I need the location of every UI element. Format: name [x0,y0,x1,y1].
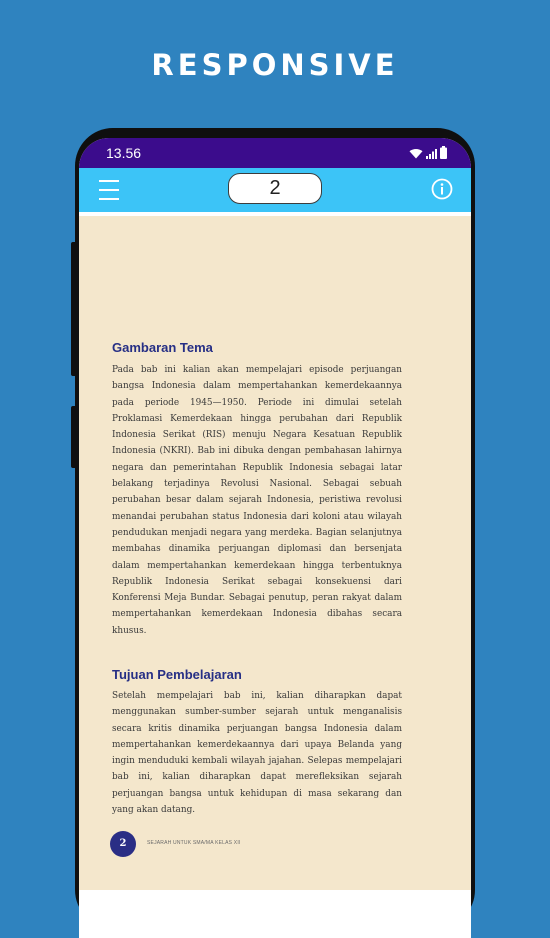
phone-screen [79,138,471,938]
book-page-footer: SEJARAH UNTUK SMA/MA KELAS XII [147,840,241,846]
page-number-field[interactable]: 2 [228,173,322,204]
section-title-gambaran-tema: Gambaran Tema [112,340,213,355]
battery-icon [440,146,447,159]
signal-icon [426,148,437,159]
hamburger-menu-icon[interactable] [99,178,119,202]
phone-side-button-volume-up [71,242,76,376]
app-bar [79,168,471,212]
section-paragraph-gambaran-tema: Pada bab ini kalian akan mempelajari episode perjuangan bangsa Indonesia dalam mempertahankan kemerdekaannya pada periode 1945—1950. Periode ini dimulai setelah Proklamasi Kemerdekaan hingga perubahan dari Republik Indonesia Serikat (RIS) menuju Negara Kesatuan Republik Indonesia (NKRI). Bab ini dibuka dengan pembahasan lahirnya negara dan pemerintahan Republik Indonesia sebagai latar belakang terjadinya Revolusi Nasional. Sebagai sebuah perubahan besar dalam sejarah Indonesia, peristiwa revolusi menandai perubahan status Indonesia dari koloni atau wilayah pendudukan menjadi negara yang merdeka. Bagian selanjutnya membahas dinamika perjuangan diplomasi dan bersenjata dalam mempertahankan kemerdekaan hingga terbentuknya Republik Indonesia Serikat sebagai konsekuensi dari Konferensi Meja Bundar. Sebagai penutup, peran rakyat dalam mempertahankan kemerdekaan Indonesia dibahas secara khusus. [112,365,402,636]
info-icon[interactable] [431,178,453,200]
book-page-number: 2 [110,831,136,857]
next-page-edge [79,890,471,938]
wifi-icon [409,148,423,159]
promo-title: RESPONSIVE [151,48,399,82]
section-paragraph-tujuan-pembelajaran: Setelah mempelajari bab ini, kalian diharapkan dapat menggunakan sumber-sumber sejarah untuk menganalisis secara kritis dinamika perjuangan bangsa Indonesia dalam mempertahankan kemerdekaannya dari upaya Belanda yang ingin menduduki kembali wilayah jajahan. Selepas mempelajari bab ini, kalian diharapkan dapat merefleksikan sejarah perjuangan bangsa untuk kehidupan di masa sekarang dan yang akan datang. [112,691,402,816]
status-bar [79,138,471,168]
status-time: 13.56 [106,145,142,161]
section-title-tujuan-pembelajaran: Tujuan Pembelajaran [112,667,242,682]
book-page [79,216,471,890]
phone-side-button-volume-down [71,406,76,468]
status-icons [409,146,447,159]
